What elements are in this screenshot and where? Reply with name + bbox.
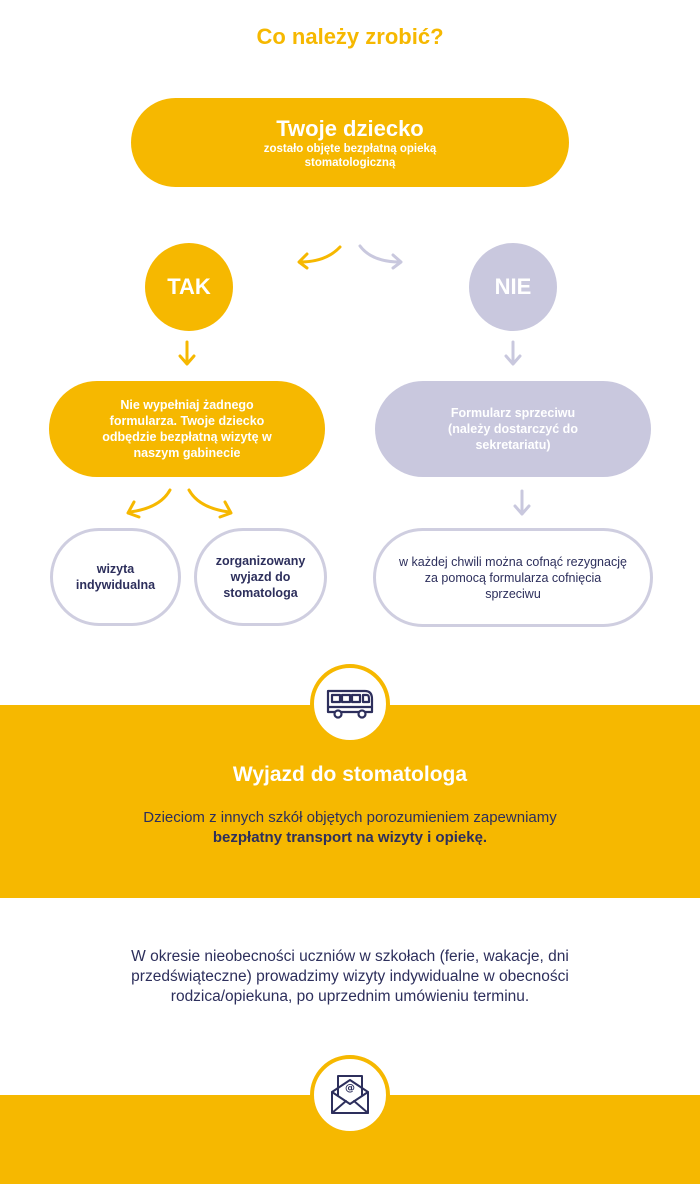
organized-trip-text: zorganizowany wyjazd do stomatologa — [215, 554, 306, 600]
no-circle — [469, 243, 557, 331]
organized-trip-box — [194, 528, 327, 626]
child-status-heading: Twoje dziecko — [276, 115, 424, 141]
trip-description — [0, 808, 700, 848]
arrow-left-curve — [299, 247, 340, 268]
trip-title: Wyjazd do stomatologa — [232, 763, 468, 786]
arrow-down-yes — [180, 342, 194, 364]
yes-step-box — [49, 381, 325, 477]
child-status-subtext: zostało objęte bezpłatną opieką stomatologiczną — [263, 142, 437, 169]
withdraw-note-text: w każdej chwili można cofnąć rezygnację za pomocą formularza cofnięcia sprzeciwu — [399, 554, 627, 601]
trip-text-regular: Dzieciom z innych szkół objętych porozumieniem zapewniamy — [143, 809, 557, 826]
arrow-down-no-2 — [515, 491, 529, 514]
yes-circle — [145, 243, 233, 331]
individual-visit-box — [50, 528, 181, 626]
yes-step-text: Nie wypełniaj żadnego formularza. Twoje dziecko odbędzie bezpłatną wizytę w naszym gabinecie — [102, 398, 272, 460]
svg-text:@: @ — [345, 1083, 355, 1094]
holiday-info-text: W okresie nieobecności uczniów w szkołach (ferie, wakacje, dni przedświąteczne) prowadzimy wizyty indywidualne w obecności rodzica/opiekuna, po uprzednim umówieniu terminu. — [131, 948, 569, 1005]
bus-icon — [325, 687, 375, 721]
trip-text-bold: bezpłatny transport na wizyty i opiekę. — [212, 829, 488, 846]
individual-visit-text: wizyta indywidualna — [75, 562, 156, 592]
no-label: NIE — [494, 274, 532, 299]
arrow-split-left — [128, 490, 170, 517]
withdraw-note-box — [373, 528, 653, 627]
mail-icon — [330, 1074, 370, 1116]
arrow-split-right — [189, 490, 231, 517]
bus-icon-badge — [310, 664, 390, 744]
arrow-down-no — [506, 342, 520, 364]
no-step-text: Formularz sprzeciwu (należy dostarczyć do sekretariatu) — [448, 406, 578, 452]
page-title: Co należy zrobić? — [256, 24, 444, 49]
mail-icon-badge — [310, 1055, 390, 1135]
yes-label: TAK — [167, 274, 211, 299]
no-step-box — [375, 381, 651, 477]
arrow-right-curve — [360, 246, 401, 268]
